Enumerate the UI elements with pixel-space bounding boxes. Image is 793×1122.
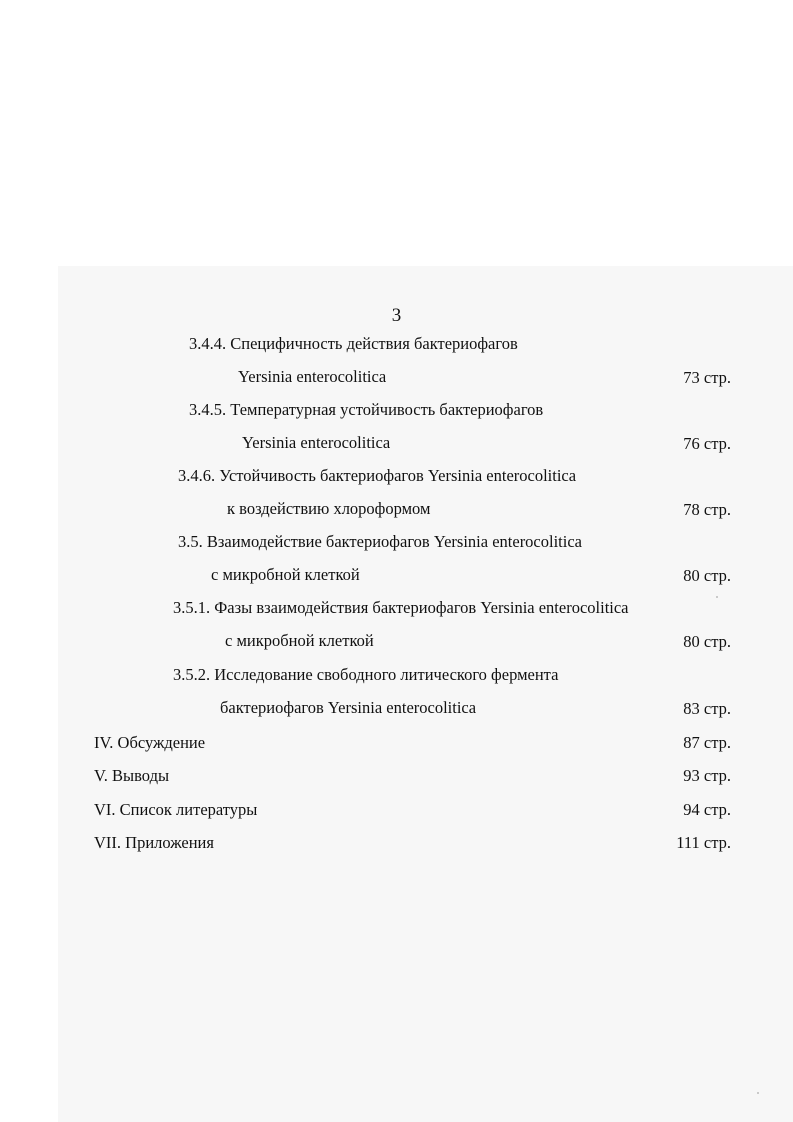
toc-chapter-page: 111 стр. — [676, 833, 731, 852]
toc-entry-subtitle: бактериофагов Yersinia enterocolitica — [220, 698, 477, 717]
toc-entry-title: 3.4.6. Устойчивость бактериофагов Yersinia enterocolitica — [178, 466, 577, 485]
toc-entry-subtitle: с микробной клеткой — [225, 631, 374, 650]
toc-entry-page: 73 стр. — [683, 368, 731, 387]
toc-entry-page: 76 стр. — [683, 434, 731, 453]
toc-entry-subtitle: Yersinia enterocolitica — [238, 367, 387, 386]
toc-entry-page: 78 стр. — [683, 500, 731, 519]
toc-chapter-title: V. Выводы — [94, 766, 170, 785]
toc-chapter-title: VII. Приложения — [94, 833, 214, 852]
scan-shading — [58, 266, 793, 1122]
toc-chapter-page: 94 стр. — [683, 800, 731, 819]
scan-speck — [716, 596, 718, 598]
toc-entry-title: 3.5. Взаимодействие бактериофагов Yersinia enterocolitica — [178, 532, 582, 551]
toc-entry-subtitle: к воздействию хлороформом — [227, 499, 431, 518]
toc-chapter-title: VI. Список литературы — [94, 800, 258, 819]
toc-chapter-title: IV. Обсуждение — [94, 733, 206, 752]
toc-entry-page: 83 стр. — [683, 699, 731, 718]
toc-chapter-page: 93 стр. — [683, 766, 731, 785]
scan-speck — [757, 1092, 759, 1094]
toc-chapter-page: 87 стр. — [683, 733, 731, 752]
toc-entry-page: 80 стр. — [683, 632, 731, 651]
toc-entry-title: 3.4.5. Температурная устойчивость бактериофагов — [189, 400, 544, 419]
toc-entry-title: 3.4.4. Специфичность действия бактериофагов — [189, 334, 518, 353]
toc-entry-subtitle: с микробной клеткой — [211, 565, 360, 584]
toc-entry-page: 80 стр. — [683, 566, 731, 585]
toc-entry-subtitle: Yersinia enterocolitica — [242, 433, 391, 452]
toc-entry-title: 3.5.2. Исследование свободного литического фермента — [173, 665, 559, 684]
page-number: 3 — [391, 305, 402, 326]
toc-entry-title: 3.5.1. Фазы взаимодействия бактериофагов Yersinia enterocolitica — [173, 598, 629, 617]
